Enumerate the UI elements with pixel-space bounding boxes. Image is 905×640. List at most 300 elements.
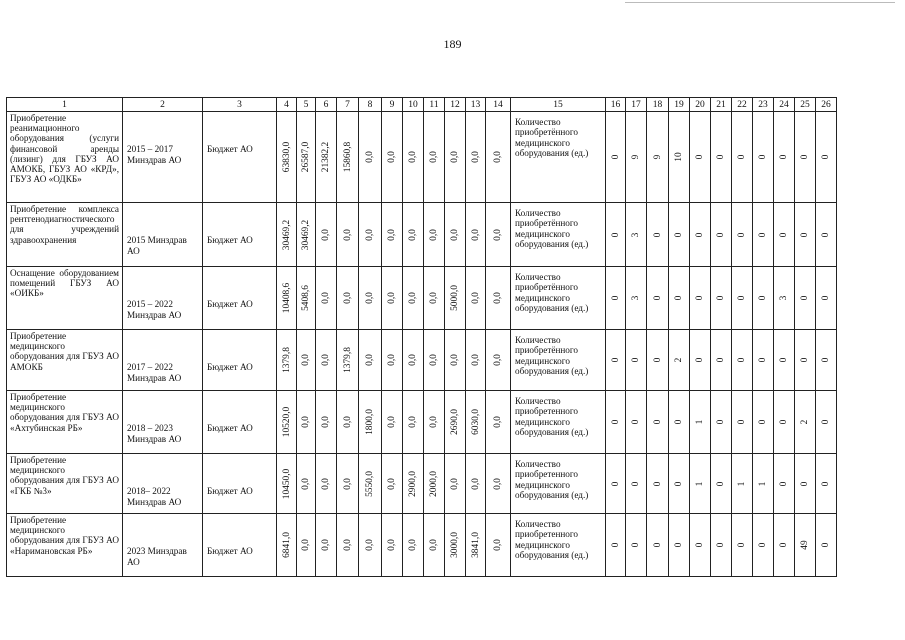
period-executor: 2017 – 2022 Минздрав АО xyxy=(123,330,203,391)
header-cell-4: 4 xyxy=(277,98,297,112)
amount-cell xyxy=(466,454,486,514)
amount-cell xyxy=(424,267,445,330)
indicator-value-cell xyxy=(816,514,837,577)
indicator-value-cell xyxy=(795,514,816,577)
period-executor: 2015 – 2022 Минздрав АО xyxy=(123,267,203,330)
indicator-name: Количество приобретенного медицинского оборудования (ед.) xyxy=(511,391,606,454)
amount-value: 0,0 xyxy=(387,477,397,490)
amount-value: 0,0 xyxy=(387,539,397,551)
amount-cell xyxy=(316,112,337,203)
indicator-value-cell xyxy=(626,330,647,391)
amount-cell xyxy=(486,330,511,391)
indicator-value-cell xyxy=(795,454,816,514)
indicator-value: 0 xyxy=(779,232,789,237)
indicator-value-cell xyxy=(647,454,669,514)
indicator-value-cell xyxy=(669,391,690,454)
amount-cell xyxy=(382,112,403,203)
amount-cell xyxy=(445,454,466,514)
indicator-value: 0 xyxy=(652,542,663,548)
indicator-value: 0 xyxy=(695,154,705,160)
indicator-value-cell xyxy=(795,330,816,391)
amount-value: 0,0 xyxy=(493,477,503,490)
header-cell-17: 17 xyxy=(626,98,647,112)
amount-cell xyxy=(337,330,359,391)
amount-value: 10450,0 xyxy=(281,468,292,499)
indicator-value: 0 xyxy=(779,542,789,548)
indicator-value: 0 xyxy=(800,154,810,160)
indicator-value-cell xyxy=(690,454,711,514)
indicator-value-cell xyxy=(732,203,753,267)
amount-cell xyxy=(424,514,445,577)
indicator-name: Количество приобретённого медицинского оборудования (ед.) xyxy=(511,267,606,330)
table-row xyxy=(7,454,837,514)
indicator-value: 0 xyxy=(631,542,641,548)
indicator-value: 3 xyxy=(779,295,789,301)
amount-cell xyxy=(486,267,511,330)
indicator-value: 0 xyxy=(610,542,621,548)
table-row xyxy=(7,391,837,454)
amount-cell xyxy=(316,267,337,330)
amount-value: 3841,0 xyxy=(470,532,481,558)
amount-value: 63830,0 xyxy=(281,141,292,173)
amount-cell xyxy=(403,330,424,391)
table-row xyxy=(7,330,837,391)
indicator-value: 0 xyxy=(821,419,831,425)
indicator-value-cell xyxy=(711,267,732,330)
amount-value: 0,0 xyxy=(450,228,460,241)
indicator-value-cell xyxy=(669,514,690,577)
indicator-value: 0 xyxy=(758,295,768,301)
header-cell-23: 23 xyxy=(753,98,774,112)
indicator-value-cell xyxy=(606,112,626,203)
indicator-name: Количество приобретенного медицинского оборудования (ед.) xyxy=(511,514,606,577)
indicator-value: 0 xyxy=(695,542,705,548)
indicator-value-cell xyxy=(816,454,837,514)
indicator-value-cell xyxy=(647,330,669,391)
indicator-value: 0 xyxy=(737,154,747,160)
indicator-value: 3 xyxy=(631,295,641,301)
amount-value: 5408,6 xyxy=(301,285,311,311)
amount-cell xyxy=(486,203,511,267)
amount-cell xyxy=(403,112,424,203)
indicator-value-cell xyxy=(753,267,774,330)
amount-cell xyxy=(316,330,337,391)
amount-cell xyxy=(403,514,424,577)
indicator-value-cell xyxy=(732,267,753,330)
header-cell-25: 25 xyxy=(795,98,816,112)
indicator-value-cell xyxy=(669,203,690,267)
measure-name: Приобретение медицинского оборудования для ГБУЗ АО «Ахтубинская РБ» xyxy=(7,391,123,454)
indicator-value: 0 xyxy=(716,295,726,301)
header-cell-26: 26 xyxy=(816,98,837,112)
indicator-value: 0 xyxy=(716,481,726,486)
amount-cell xyxy=(277,391,297,454)
indicator-value: 0 xyxy=(610,419,621,425)
amount-value: 0,0 xyxy=(365,292,375,304)
amount-cell xyxy=(297,454,316,514)
indicator-value-cell xyxy=(647,112,669,203)
amount-cell xyxy=(466,203,486,267)
amount-cell xyxy=(424,391,445,454)
amount-value: 0,0 xyxy=(342,292,353,304)
indicator-value: 0 xyxy=(674,419,684,425)
amount-cell xyxy=(297,203,316,267)
indicator-value-cell xyxy=(774,330,795,391)
amount-cell xyxy=(403,391,424,454)
indicator-value: 0 xyxy=(652,419,663,425)
amount-value: 3000,0 xyxy=(450,532,460,558)
indicator-name: Количество приобретенного медицинского оборудования (ед.) xyxy=(511,454,606,514)
amount-cell xyxy=(486,454,511,514)
amount-value: 0,0 xyxy=(470,354,481,366)
indicator-value: 1 xyxy=(695,419,705,425)
amount-cell xyxy=(382,514,403,577)
indicator-value-cell xyxy=(669,330,690,391)
amount-value: 0,0 xyxy=(387,354,397,366)
amount-value: 0,0 xyxy=(450,354,460,366)
indicator-value: 0 xyxy=(821,357,831,363)
amount-value: 0,0 xyxy=(493,228,503,241)
funding-source: Бюджет АО xyxy=(203,203,277,267)
table-row xyxy=(7,267,837,330)
indicator-value-cell xyxy=(606,203,626,267)
amount-value: 2900,0 xyxy=(408,470,418,497)
indicator-value-cell xyxy=(647,514,669,577)
indicator-value: 0 xyxy=(821,154,831,160)
indicator-value-cell xyxy=(753,454,774,514)
amount-cell xyxy=(277,514,297,577)
indicator-value: 2 xyxy=(674,357,684,363)
amount-value: 0,0 xyxy=(301,539,311,551)
indicator-value: 0 xyxy=(674,295,684,301)
indicator-value-cell xyxy=(732,330,753,391)
indicator-value: 9 xyxy=(652,154,663,160)
indicator-value: 1 xyxy=(695,481,705,486)
indicator-value-cell xyxy=(753,203,774,267)
amount-value: 0,0 xyxy=(365,539,375,551)
header-cell-22: 22 xyxy=(732,98,753,112)
amount-cell xyxy=(403,454,424,514)
indicator-value: 0 xyxy=(716,154,726,160)
header-cell-1: 1 xyxy=(7,98,123,112)
indicator-value: 0 xyxy=(821,542,831,548)
indicator-value-cell xyxy=(732,112,753,203)
indicator-name: Количество приобретённого медицинского оборудования (ед.) xyxy=(511,112,606,203)
header-cell-10: 10 xyxy=(403,98,424,112)
amount-cell xyxy=(466,514,486,577)
indicator-value-cell xyxy=(753,330,774,391)
amount-cell xyxy=(359,267,382,330)
amount-cell xyxy=(297,267,316,330)
amount-value: 0,0 xyxy=(342,416,353,428)
header-cell-21: 21 xyxy=(711,98,732,112)
amount-value: 0,0 xyxy=(342,477,353,490)
amount-value: 0,0 xyxy=(470,292,481,304)
indicator-value: 0 xyxy=(716,419,726,425)
amount-value: 0,0 xyxy=(387,416,397,428)
amount-value: 0,0 xyxy=(301,354,311,366)
indicator-value-cell xyxy=(669,454,690,514)
indicator-value: 0 xyxy=(695,357,705,363)
amount-value: 0,0 xyxy=(429,539,439,551)
amount-value: 0,0 xyxy=(408,228,418,241)
amount-cell xyxy=(486,391,511,454)
indicator-value: 0 xyxy=(758,154,768,160)
amount-value: 0,0 xyxy=(450,477,460,490)
amount-value: 0,0 xyxy=(429,151,439,163)
amount-value: 21382,2 xyxy=(321,141,331,173)
amount-cell xyxy=(359,514,382,577)
period-executor: 2018– 2022 Минздрав АО xyxy=(123,454,203,514)
amount-cell xyxy=(297,330,316,391)
amount-value: 0,0 xyxy=(408,354,418,366)
indicator-value: 0 xyxy=(800,481,810,486)
amount-value: 26587,0 xyxy=(301,141,311,173)
amount-cell xyxy=(466,391,486,454)
amount-value: 1800,0 xyxy=(365,409,375,435)
amount-cell xyxy=(359,454,382,514)
funding-source: Бюджет АО xyxy=(203,454,277,514)
amount-value: 1379,8 xyxy=(281,347,292,373)
indicator-value: 0 xyxy=(758,357,768,363)
indicator-value-cell xyxy=(626,514,647,577)
amount-cell xyxy=(277,203,297,267)
indicator-value-cell xyxy=(774,267,795,330)
funding-source: Бюджет АО xyxy=(203,330,277,391)
indicator-value-cell xyxy=(795,391,816,454)
indicator-value-cell xyxy=(753,514,774,577)
indicator-value-cell xyxy=(669,112,690,203)
indicator-value-cell xyxy=(606,391,626,454)
indicator-value: 0 xyxy=(800,357,810,363)
amount-cell xyxy=(297,514,316,577)
header-cell-8: 8 xyxy=(359,98,382,112)
indicator-value: 0 xyxy=(737,542,747,548)
indicator-value-cell xyxy=(816,267,837,330)
indicator-value: 0 xyxy=(674,232,684,237)
indicator-value-cell xyxy=(795,203,816,267)
amount-cell xyxy=(486,514,511,577)
indicator-value: 0 xyxy=(610,357,621,363)
indicator-value-cell xyxy=(690,267,711,330)
indicator-value-cell xyxy=(690,203,711,267)
header-cell-3: 3 xyxy=(203,98,277,112)
amount-cell xyxy=(337,112,359,203)
indicator-value-cell xyxy=(690,112,711,203)
indicator-value: 0 xyxy=(695,232,705,237)
indicator-value-cell xyxy=(711,112,732,203)
indicator-value-cell xyxy=(626,391,647,454)
header-cell-20: 20 xyxy=(690,98,711,112)
indicator-name: Количество приобретённого медицинского оборудования (ед.) xyxy=(511,330,606,391)
amount-cell xyxy=(359,330,382,391)
amount-value: 0,0 xyxy=(365,228,375,241)
amount-cell xyxy=(424,330,445,391)
indicator-value-cell xyxy=(732,514,753,577)
amount-cell xyxy=(382,267,403,330)
indicator-value: 0 xyxy=(610,232,621,237)
measure-name: Приобретение медицинского оборудования для ГБУЗ АО «Наримановская РБ» xyxy=(7,514,123,577)
indicator-value-cell xyxy=(732,454,753,514)
indicator-value: 0 xyxy=(779,481,789,486)
amount-value: 10408,6 xyxy=(281,282,292,314)
indicator-value-cell xyxy=(647,203,669,267)
indicator-value: 0 xyxy=(652,232,663,237)
indicator-value-cell xyxy=(606,454,626,514)
indicator-value: 0 xyxy=(737,295,747,301)
amount-cell xyxy=(277,454,297,514)
measure-name: Приобретение реанимационного оборудования (услуги финансовой аренды (лизинг) для ГБУЗ АО АМОКБ, ГБУЗ АО «КРД», ГБУЗ АО «ОДКБ» xyxy=(7,112,123,203)
amount-cell xyxy=(382,203,403,267)
header-cell-18: 18 xyxy=(647,98,669,112)
indicator-value-cell xyxy=(606,330,626,391)
indicator-value: 0 xyxy=(695,295,705,301)
amount-value: 2690,0 xyxy=(450,409,460,435)
amount-cell xyxy=(486,112,511,203)
amount-cell xyxy=(337,514,359,577)
amount-cell xyxy=(466,330,486,391)
amount-cell xyxy=(337,391,359,454)
amount-value: 0,0 xyxy=(429,228,439,241)
header-cell-11: 11 xyxy=(424,98,445,112)
amount-value: 0,0 xyxy=(321,539,331,551)
amount-cell xyxy=(382,330,403,391)
amount-value: 5000,0 xyxy=(450,285,460,311)
header-cell-19: 19 xyxy=(669,98,690,112)
indicator-value: 3 xyxy=(631,232,641,237)
indicator-value: 10 xyxy=(674,152,684,162)
indicator-value: 0 xyxy=(674,542,684,548)
indicator-value: 1 xyxy=(758,481,768,486)
indicator-value-cell xyxy=(626,203,647,267)
indicator-value-cell xyxy=(774,514,795,577)
indicator-value: 0 xyxy=(652,481,663,486)
amount-cell xyxy=(359,391,382,454)
amount-cell xyxy=(445,514,466,577)
header-cell-2: 2 xyxy=(123,98,203,112)
indicator-value: 0 xyxy=(737,357,747,363)
indicator-value: 0 xyxy=(821,481,831,486)
indicator-value-cell xyxy=(753,391,774,454)
indicator-value: 0 xyxy=(800,295,810,301)
amount-value: 0,0 xyxy=(387,292,397,304)
amount-value: 30469,2 xyxy=(281,219,292,250)
amount-cell xyxy=(403,267,424,330)
amount-cell xyxy=(337,203,359,267)
amount-value: 0,0 xyxy=(470,477,481,490)
indicator-value: 49 xyxy=(800,540,810,550)
amount-value: 0,0 xyxy=(429,354,439,366)
indicator-value: 0 xyxy=(779,154,789,160)
indicator-value-cell xyxy=(626,112,647,203)
indicator-value: 0 xyxy=(716,232,726,237)
amount-value: 0,0 xyxy=(408,416,418,428)
amount-cell xyxy=(382,391,403,454)
indicator-value-cell xyxy=(711,203,732,267)
indicator-value-cell xyxy=(711,454,732,514)
page-number: 189 xyxy=(443,37,462,51)
amount-cell xyxy=(297,391,316,454)
amount-cell xyxy=(337,454,359,514)
indicator-value: 0 xyxy=(610,481,621,486)
indicator-value: 0 xyxy=(716,357,726,363)
indicator-value-cell xyxy=(690,391,711,454)
header-cell-15: 15 xyxy=(511,98,606,112)
indicator-name: Количество приобретённого медицинского оборудования (ед.) xyxy=(511,203,606,267)
header-cell-13: 13 xyxy=(466,98,486,112)
header-cell-24: 24 xyxy=(774,98,795,112)
period-executor: 2015 – 2017 Минздрав АО xyxy=(123,112,203,203)
amount-value: 0,0 xyxy=(301,416,311,428)
amount-cell xyxy=(359,112,382,203)
amount-value: 15860,8 xyxy=(342,141,353,173)
indicator-value: 0 xyxy=(631,481,641,486)
amount-value: 0,0 xyxy=(493,416,503,428)
indicator-value-cell xyxy=(732,391,753,454)
amount-value: 0,0 xyxy=(321,354,331,366)
amount-value: 0,0 xyxy=(408,539,418,551)
amount-cell xyxy=(403,203,424,267)
amount-cell xyxy=(316,514,337,577)
indicator-value-cell xyxy=(626,454,647,514)
indicator-value: 0 xyxy=(800,232,810,237)
header-cell-7: 7 xyxy=(337,98,359,112)
funding-source: Бюджет АО xyxy=(203,112,277,203)
indicator-value-cell xyxy=(753,112,774,203)
indicator-value-cell xyxy=(711,514,732,577)
amount-cell xyxy=(466,267,486,330)
header-cell-5: 5 xyxy=(297,98,316,112)
indicator-value-cell xyxy=(690,330,711,391)
amount-value: 6841,0 xyxy=(281,532,292,558)
header-cell-9: 9 xyxy=(382,98,403,112)
amount-value: 0,0 xyxy=(387,228,397,241)
indicator-value-cell xyxy=(606,514,626,577)
table-row xyxy=(7,514,837,577)
amount-value: 2000,0 xyxy=(429,470,439,497)
period-executor: 2015 Минздрав АО xyxy=(123,203,203,267)
indicator-value: 1 xyxy=(737,481,747,486)
amount-cell xyxy=(445,203,466,267)
amount-value: 0,0 xyxy=(365,354,375,366)
indicator-value: 0 xyxy=(821,232,831,237)
amount-value: 0,0 xyxy=(493,151,503,163)
indicator-value-cell xyxy=(711,391,732,454)
amount-value: 10520,0 xyxy=(281,406,292,438)
amount-value: 0,0 xyxy=(493,292,503,304)
indicator-value: 0 xyxy=(821,295,831,301)
indicator-value: 0 xyxy=(652,295,663,301)
indicator-value-cell xyxy=(647,391,669,454)
amount-cell xyxy=(316,203,337,267)
amount-value: 0,0 xyxy=(493,539,503,551)
indicator-value-cell xyxy=(647,267,669,330)
indicator-value-cell xyxy=(774,391,795,454)
funding-source: Бюджет АО xyxy=(203,267,277,330)
amount-cell xyxy=(424,112,445,203)
amount-value: 0,0 xyxy=(301,477,311,490)
program-table xyxy=(6,97,837,577)
header-cell-16: 16 xyxy=(606,98,626,112)
amount-value: 0,0 xyxy=(429,416,439,428)
amount-value: 0,0 xyxy=(470,228,481,241)
indicator-value-cell xyxy=(774,203,795,267)
indicator-value-cell xyxy=(816,203,837,267)
indicator-value: 2 xyxy=(800,419,810,425)
indicator-value-cell xyxy=(795,267,816,330)
indicator-value-cell xyxy=(816,112,837,203)
indicator-value: 0 xyxy=(610,154,621,160)
